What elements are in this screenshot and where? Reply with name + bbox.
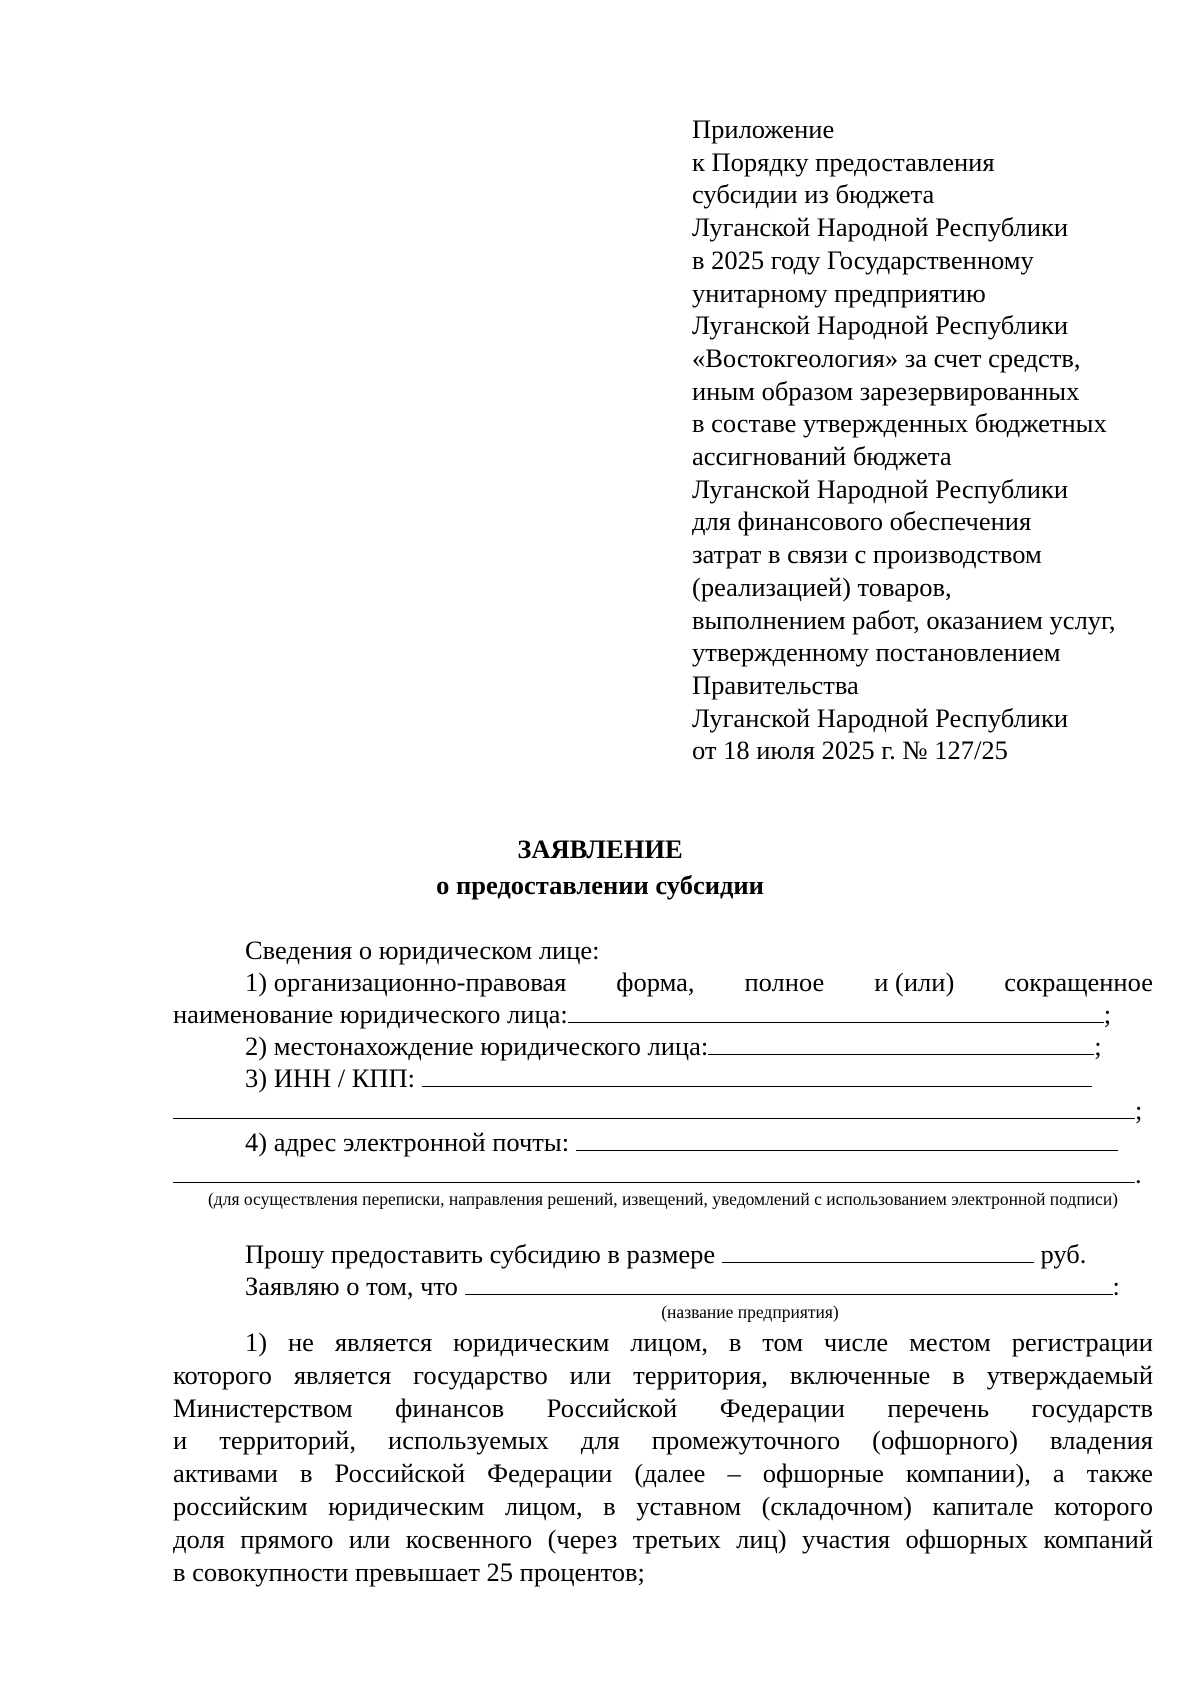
legal-name-field[interactable]	[568, 998, 1104, 1023]
item3-label: 3) ИНН / КПП:	[245, 1063, 416, 1093]
item1-word: и (или)	[874, 967, 955, 997]
request-line	[173, 1238, 1200, 1270]
appendix-line: Луганской Народной Республики	[692, 212, 1069, 243]
document-subtitle: о предоставлении субсидии	[436, 870, 764, 900]
document-title: ЗАЯВЛЕНИЕ	[517, 834, 683, 864]
email-note: (для осуществления переписки, направления решений, извещений, уведомлений с использованием электронной подписи)	[207, 1189, 1119, 1209]
item2-label: 2) местонахождение юридического лица:	[245, 1031, 709, 1061]
appendix-line: Луганской Народной Республики	[692, 702, 1069, 733]
item1-semicolon: ;	[1103, 999, 1112, 1029]
inn-kpp-field-cont[interactable]	[173, 1094, 1135, 1119]
item1-word: сокращенное	[1004, 967, 1153, 997]
declare-colon: :	[1112, 1271, 1120, 1301]
item4-label: 4) адрес электронной почты:	[245, 1127, 570, 1157]
form-intro: Сведения о юридическом лице:	[245, 935, 600, 965]
para-line: российским юридическим лицом, в уставном (складочном) капитале которого	[173, 1490, 1153, 1521]
inn-kpp-field[interactable]	[422, 1062, 1092, 1087]
para-line: 1) не является юридическим лицом, в том числе местом регистрации	[245, 1327, 1153, 1357]
request-label: Прошу предоставить субсидию в размере	[245, 1239, 716, 1269]
appendix-line: для финансового обеспечения	[692, 506, 1032, 537]
email-field[interactable]	[576, 1126, 1118, 1151]
para-line: активами в Российской Федерации (далее – офшорные компании), а также	[173, 1458, 1153, 1489]
appendix-line: субсидии из бюджета	[692, 179, 935, 210]
appendix-line: Приложение	[692, 114, 835, 144]
company-note: (название предприятия)	[661, 1302, 839, 1322]
item2-semicolon: ;	[1094, 1031, 1102, 1061]
item3-line	[173, 1062, 1200, 1094]
item4-line	[173, 1126, 1200, 1158]
appendix-line: Луганской Народной Республики	[692, 310, 1069, 341]
para-line: доля прямого или косвенного (через третьих лиц) участия офшорных компаний	[173, 1523, 1153, 1554]
email-field-cont[interactable]	[173, 1158, 1135, 1183]
appendix-line: от 18 июля 2025 г. № 127/25	[692, 735, 1008, 766]
para-line: Министерством финансов Российской Федерации перечень государств	[173, 1392, 1153, 1423]
item4-line2	[173, 1158, 1153, 1190]
appendix-line: выполнением работ, оказанием услуг,	[692, 604, 1116, 635]
item1-label: наименование юридического лица:	[173, 999, 568, 1029]
item3-line2	[173, 1094, 1153, 1126]
address-field[interactable]	[708, 1030, 1094, 1055]
item2-line	[173, 1030, 1200, 1062]
appendix-line: «Востокгеология» за счет средств,	[692, 342, 1081, 373]
appendix-header	[692, 113, 1162, 767]
body-paragraph-1	[173, 1326, 1153, 1588]
appendix-line: в 2025 году Государственному	[692, 244, 1034, 275]
item1-word: форма,	[616, 967, 695, 997]
appendix-line: (реализацией) товаров,	[692, 571, 952, 602]
company-name-field[interactable]	[465, 1270, 1113, 1295]
appendix-line: иным образом зарезервированных	[692, 375, 1080, 406]
declare-line	[173, 1270, 1200, 1302]
currency-label: руб.	[1040, 1239, 1087, 1269]
declare-label: Заявляю о том, что	[245, 1271, 458, 1301]
item4-period: .	[1135, 1159, 1142, 1189]
appendix-line: утвержденному постановлением	[692, 637, 1061, 668]
appendix-line: к Порядку предоставления	[692, 146, 995, 177]
appendix-line: унитарному предприятию	[692, 277, 986, 308]
para-line: и территорий, используемых для промежуточного (офшорного) владения	[173, 1425, 1153, 1456]
para-line: которого является государство или территория, включенные в утверждаемый	[173, 1359, 1153, 1390]
subsidy-amount-field[interactable]	[722, 1238, 1034, 1263]
appendix-line: Правительства	[692, 669, 859, 700]
para-line-last: в совокупности превышает 25 процентов;	[173, 1556, 645, 1587]
appendix-line: Луганской Народной Республики	[692, 473, 1069, 504]
item1-word: полное	[744, 967, 825, 997]
appendix-line: затрат в связи с производством	[692, 539, 1042, 570]
item3-semicolon: ;	[1135, 1095, 1143, 1125]
item1-line2	[173, 998, 1153, 1030]
appendix-line: ассигнований бюджета	[692, 441, 952, 472]
item1-word: 1) организационно-правовая	[245, 967, 567, 997]
appendix-line: в составе утвержденных бюджетных	[692, 408, 1107, 439]
item1-line1	[173, 966, 1153, 998]
